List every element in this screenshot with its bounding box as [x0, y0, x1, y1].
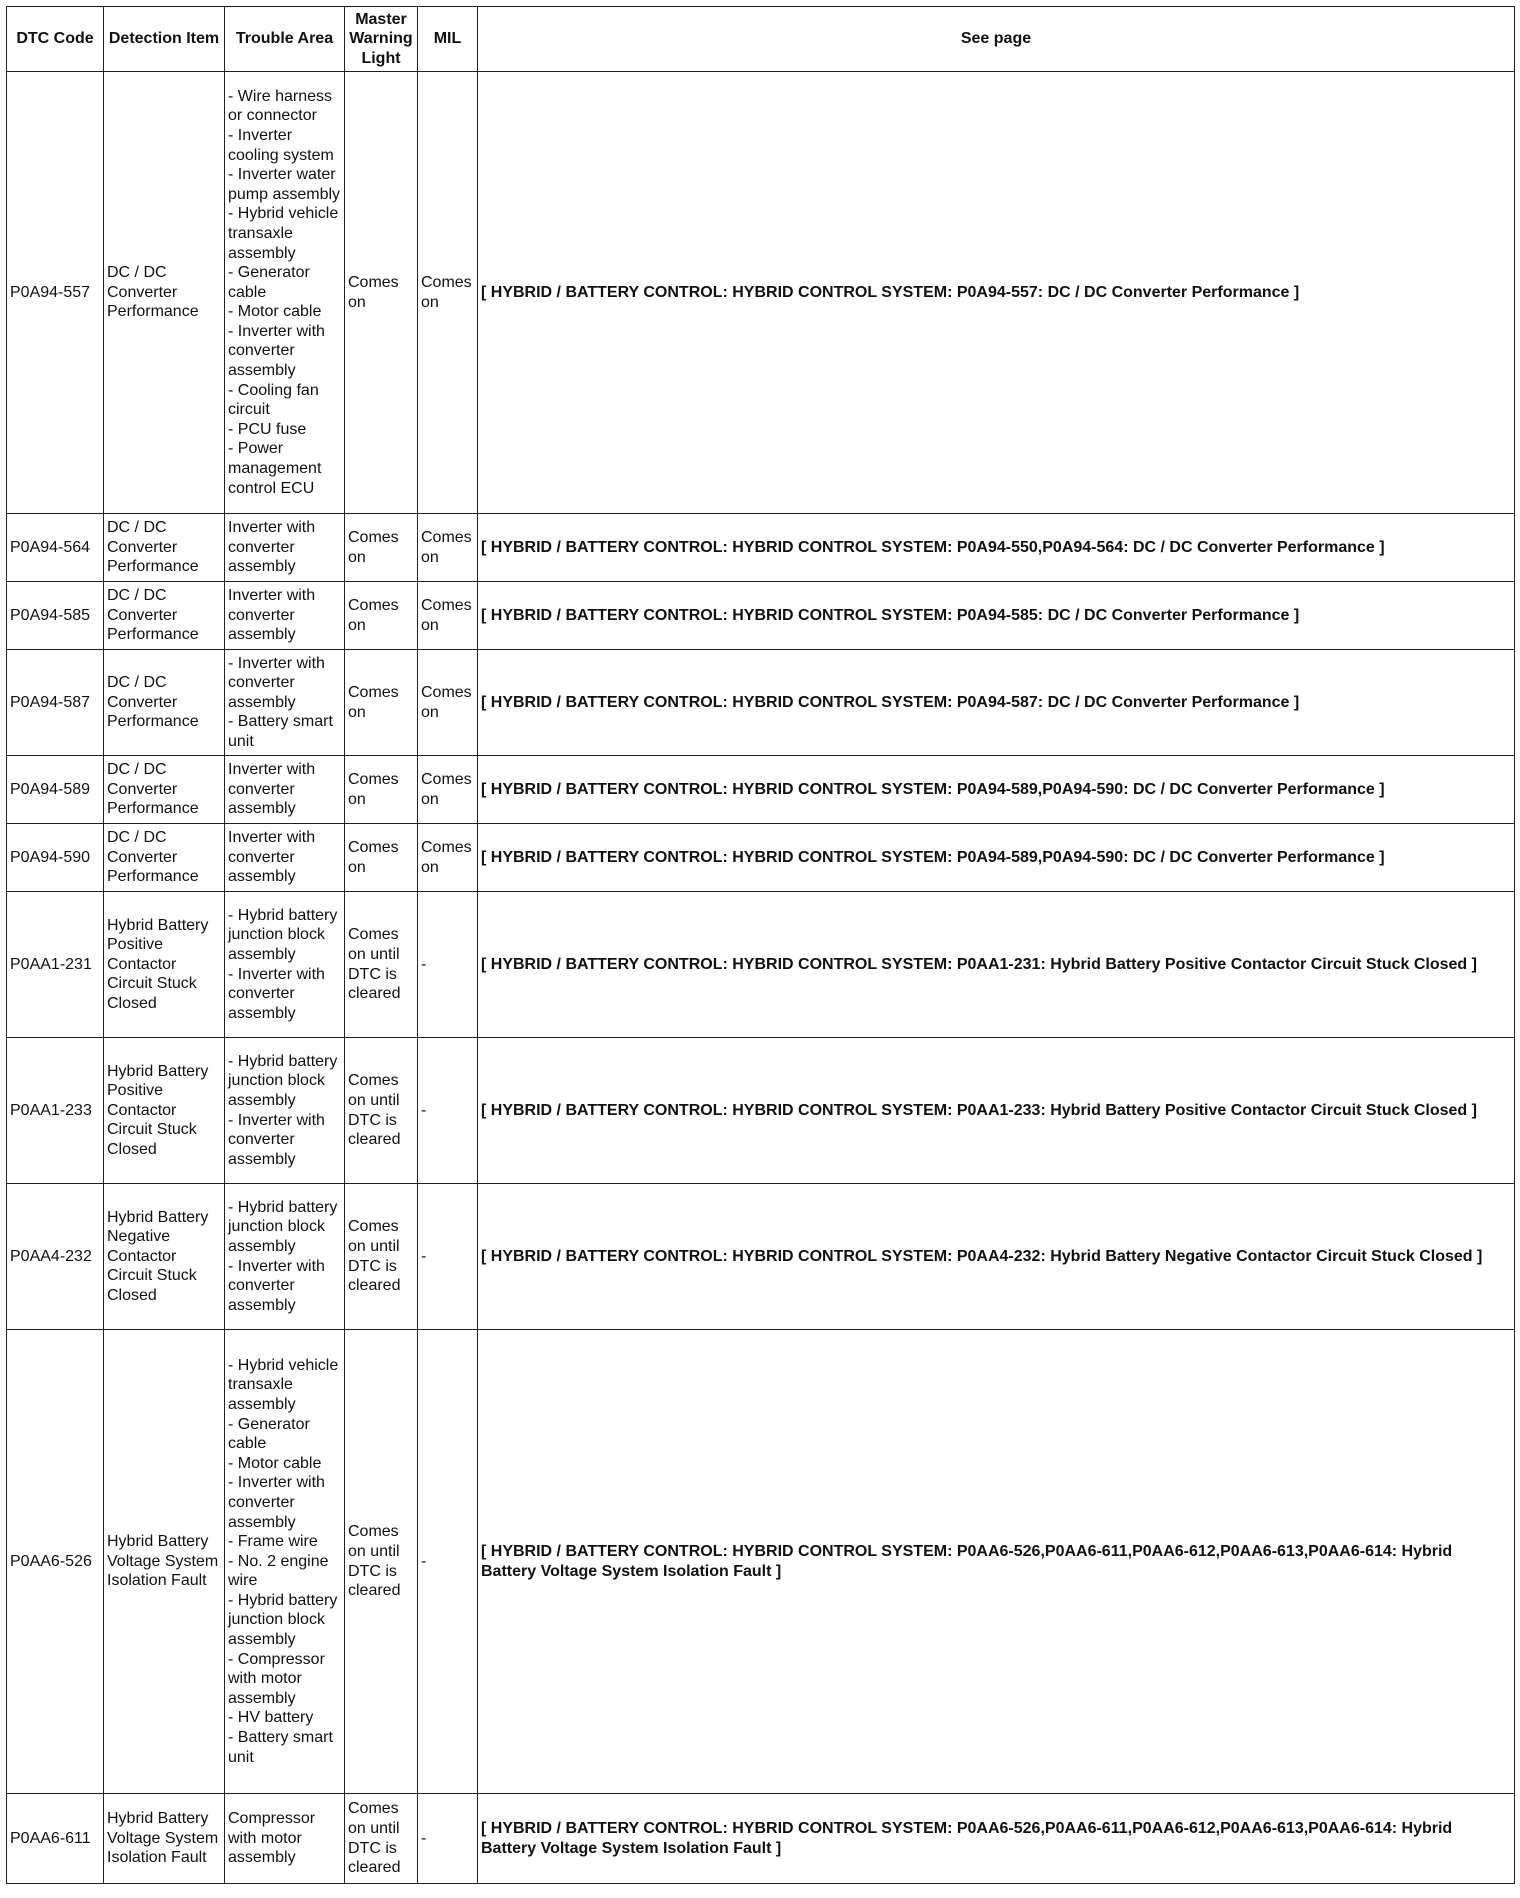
master-warning-cell: Comes on until DTC is cleared	[345, 1184, 418, 1330]
master-warning-cell: Comes on until DTC is cleared	[345, 1794, 418, 1884]
trouble-area-cell	[225, 1794, 345, 1884]
trouble-area-line: - Generator cable	[228, 1415, 310, 1453]
trouble-area-line: Inverter with converter assembly	[228, 829, 316, 886]
trouble-area-line: - PCU fuse	[228, 420, 307, 438]
trouble-area-line: - Battery smart unit	[228, 713, 333, 750]
see-page-link[interactable]: [ HYBRID / BATTERY CONTROL: HYBRID CONTROL SYSTEM: P0A94-589,P0A94-590: DC / DC Converter Performance ]	[481, 780, 1385, 798]
see-page-cell	[478, 72, 1515, 514]
dtc-code-cell: P0A94-564	[7, 514, 104, 582]
see-page-cell	[478, 824, 1515, 892]
dtc-code-cell: P0AA1-233	[7, 1038, 104, 1184]
dtc-code-cell: P0A94-585	[7, 582, 104, 650]
see-page-cell	[478, 1038, 1515, 1184]
trouble-area-cell	[225, 1184, 345, 1330]
trouble-area-line: - Inverter cooling system	[228, 126, 334, 164]
dtc-code-cell: P0A94-557	[7, 72, 104, 514]
header-detection-item: Detection Item	[104, 7, 225, 72]
trouble-area-line: - Hybrid battery junction block assembly	[228, 1591, 338, 1649]
table-row	[7, 514, 1515, 582]
trouble-area-line: - Inverter with converter assembly	[228, 1474, 325, 1531]
table-row	[7, 650, 1515, 756]
mil-cell: Comes on	[418, 514, 478, 582]
see-page-link[interactable]: [ HYBRID / BATTERY CONTROL: HYBRID CONTROL SYSTEM: P0A94-587: DC / DC Converter Performance ]	[481, 693, 1300, 711]
dtc-table	[6, 6, 1515, 1884]
header-row	[7, 7, 1515, 72]
trouble-area-line: - Compressor with motor assembly	[228, 1650, 325, 1707]
detection-item-cell: Hybrid Battery Positive Contactor Circuit Stuck Closed	[104, 892, 225, 1038]
mil-cell: Comes on	[418, 72, 478, 514]
trouble-area-cell	[225, 1330, 345, 1794]
mil-cell: -	[418, 1330, 478, 1794]
table-row	[7, 1794, 1515, 1884]
master-warning-cell: Comes on	[345, 582, 418, 650]
table-row	[7, 756, 1515, 824]
dtc-code-cell: P0AA1-231	[7, 892, 104, 1038]
trouble-area-cell	[225, 72, 345, 514]
trouble-area-line: - Power management control ECU	[228, 440, 322, 497]
trouble-area-line: - Wire harness or connector	[228, 87, 333, 125]
see-page-link[interactable]: [ HYBRID / BATTERY CONTROL: HYBRID CONTROL SYSTEM: P0A94-589,P0A94-590: DC / DC Converter Performance ]	[481, 848, 1385, 866]
see-page-link[interactable]: [ HYBRID / BATTERY CONTROL: HYBRID CONTROL SYSTEM: P0A94-585: DC / DC Converter Performance ]	[481, 606, 1300, 624]
trouble-area-cell	[225, 514, 345, 582]
trouble-area-line: Inverter with converter assembly	[228, 587, 316, 644]
trouble-area-line: - Motor cable	[228, 1454, 322, 1472]
detection-item-cell: DC / DC Converter Performance	[104, 72, 225, 514]
see-page-cell	[478, 650, 1515, 756]
table-row	[7, 892, 1515, 1038]
mil-cell: -	[418, 1794, 478, 1884]
header-master-warning-light: Master Warning Light	[345, 7, 418, 72]
mil-cell: -	[418, 892, 478, 1038]
table-row	[7, 1330, 1515, 1794]
see-page-link[interactable]: [ HYBRID / BATTERY CONTROL: HYBRID CONTROL SYSTEM: P0AA1-233: Hybrid Battery Positive Contactor Circuit Stuck Closed ]	[481, 1101, 1477, 1119]
header-dtc-code: DTC Code	[7, 7, 104, 72]
mil-cell: -	[418, 1184, 478, 1330]
master-warning-cell: Comes on until DTC is cleared	[345, 1330, 418, 1794]
see-page-link[interactable]: [ HYBRID / BATTERY CONTROL: HYBRID CONTROL SYSTEM: P0A94-557: DC / DC Converter Performance ]	[481, 283, 1300, 301]
detection-item-cell: DC / DC Converter Performance	[104, 582, 225, 650]
trouble-area-line: - Inverter with converter assembly	[228, 1257, 325, 1314]
header-trouble-area: Trouble Area	[225, 7, 345, 72]
dtc-table-body	[7, 72, 1515, 1884]
see-page-link[interactable]: [ HYBRID / BATTERY CONTROL: HYBRID CONTROL SYSTEM: P0AA4-232: Hybrid Battery Negative Contactor Circuit Stuck Closed ]	[481, 1247, 1483, 1265]
table-row	[7, 1038, 1515, 1184]
table-row	[7, 72, 1515, 514]
see-page-cell	[478, 582, 1515, 650]
dtc-code-cell: P0AA6-611	[7, 1794, 104, 1884]
detection-item-cell: Hybrid Battery Negative Contactor Circuit Stuck Closed	[104, 1184, 225, 1330]
trouble-area-line: - Cooling fan circuit	[228, 381, 319, 419]
trouble-area-line: - Inverter with converter assembly	[228, 965, 325, 1022]
trouble-area-line: - Motor cable	[228, 303, 322, 321]
dtc-code-cell: P0A94-589	[7, 756, 104, 824]
trouble-area-line: - HV battery	[228, 1709, 314, 1727]
master-warning-cell: Comes on until DTC is cleared	[345, 1038, 418, 1184]
master-warning-cell: Comes on	[345, 514, 418, 582]
trouble-area-line: - Hybrid battery junction block assembly	[228, 1052, 338, 1109]
trouble-area-line: - Frame wire	[228, 1533, 318, 1551]
trouble-area-line: - Inverter water pump assembly	[228, 166, 341, 203]
trouble-area-line: Inverter with converter assembly	[228, 761, 316, 818]
detection-item-cell: Hybrid Battery Voltage System Isolation Fault	[104, 1794, 225, 1884]
table-row	[7, 582, 1515, 650]
see-page-cell	[478, 1330, 1515, 1794]
dtc-code-cell: P0AA4-232	[7, 1184, 104, 1330]
detection-item-cell: DC / DC Converter Performance	[104, 514, 225, 582]
see-page-cell	[478, 514, 1515, 582]
mil-cell: Comes on	[418, 650, 478, 756]
dtc-code-cell: P0A94-590	[7, 824, 104, 892]
table-row	[7, 824, 1515, 892]
trouble-area-line: - Inverter with converter assembly	[228, 322, 325, 380]
detection-item-cell: Hybrid Battery Voltage System Isolation Fault	[104, 1330, 225, 1794]
mil-cell: Comes on	[418, 756, 478, 824]
detection-item-cell: Hybrid Battery Positive Contactor Circuit Stuck Closed	[104, 1038, 225, 1184]
trouble-area-cell	[225, 756, 345, 824]
see-page-link[interactable]: [ HYBRID / BATTERY CONTROL: HYBRID CONTROL SYSTEM: P0AA6-526,P0AA6-611,P0AA6-612,P0AA6-613,P0AA6-614: Hybrid Battery Voltage System Isolation Fault ]	[481, 1819, 1453, 1857]
master-warning-cell: Comes on	[345, 650, 418, 756]
header-mil: MIL	[418, 7, 478, 72]
trouble-area-cell	[225, 1038, 345, 1184]
see-page-cell	[478, 1184, 1515, 1330]
trouble-area-cell	[225, 892, 345, 1038]
trouble-area-line: - Hybrid battery junction block assembly	[228, 906, 338, 963]
see-page-cell	[478, 892, 1515, 1038]
mil-cell: -	[418, 1038, 478, 1184]
see-page-link[interactable]: [ HYBRID / BATTERY CONTROL: HYBRID CONTROL SYSTEM: P0A94-550,P0A94-564: DC / DC Converter Performance ]	[481, 538, 1385, 556]
see-page-link[interactable]: [ HYBRID / BATTERY CONTROL: HYBRID CONTROL SYSTEM: P0AA6-526,P0AA6-611,P0AA6-612,P0AA6-613,P0AA6-614: Hybrid Battery Voltage System Isolation Fault ]	[481, 1542, 1453, 1580]
header-see-page: See page	[478, 7, 1515, 72]
dtc-code-cell: P0A94-587	[7, 650, 104, 756]
master-warning-cell: Comes on until DTC is cleared	[345, 892, 418, 1038]
detection-item-cell: DC / DC Converter Performance	[104, 824, 225, 892]
see-page-link[interactable]: [ HYBRID / BATTERY CONTROL: HYBRID CONTROL SYSTEM: P0AA1-231: Hybrid Battery Positive Contactor Circuit Stuck Closed ]	[481, 955, 1477, 973]
trouble-area-line: - Inverter with converter assembly	[228, 1111, 325, 1168]
detection-item-cell: DC / DC Converter Performance	[104, 650, 225, 756]
dtc-document	[6, 6, 1514, 1893]
master-warning-cell: Comes on	[345, 824, 418, 892]
table-row	[7, 1184, 1515, 1330]
trouble-area-line: - Generator cable	[228, 264, 310, 301]
trouble-area-line: - No. 2 engine wire	[228, 1552, 329, 1590]
trouble-area-cell	[225, 824, 345, 892]
detection-item-cell: DC / DC Converter Performance	[104, 756, 225, 824]
see-page-cell	[478, 756, 1515, 824]
trouble-area-cell	[225, 582, 345, 650]
trouble-area-cell	[225, 650, 345, 756]
mil-cell: Comes on	[418, 582, 478, 650]
master-warning-cell: Comes on	[345, 756, 418, 824]
trouble-area-line: - Hybrid battery junction block assembly	[228, 1198, 338, 1255]
mil-cell: Comes on	[418, 824, 478, 892]
trouble-area-line: - Battery smart unit	[228, 1729, 333, 1766]
see-page-cell	[478, 1794, 1515, 1884]
master-warning-cell: Comes on	[345, 72, 418, 514]
trouble-area-line: - Inverter with converter assembly	[228, 654, 325, 711]
trouble-area-line: Inverter with converter assembly	[228, 519, 316, 576]
trouble-area-line: Compressor with motor assembly	[228, 1810, 316, 1867]
trouble-area-line: - Hybrid vehicle transaxle assembly	[228, 205, 339, 262]
trouble-area-line: - Hybrid vehicle transaxle assembly	[228, 1356, 339, 1413]
dtc-code-cell: P0AA6-526	[7, 1330, 104, 1794]
